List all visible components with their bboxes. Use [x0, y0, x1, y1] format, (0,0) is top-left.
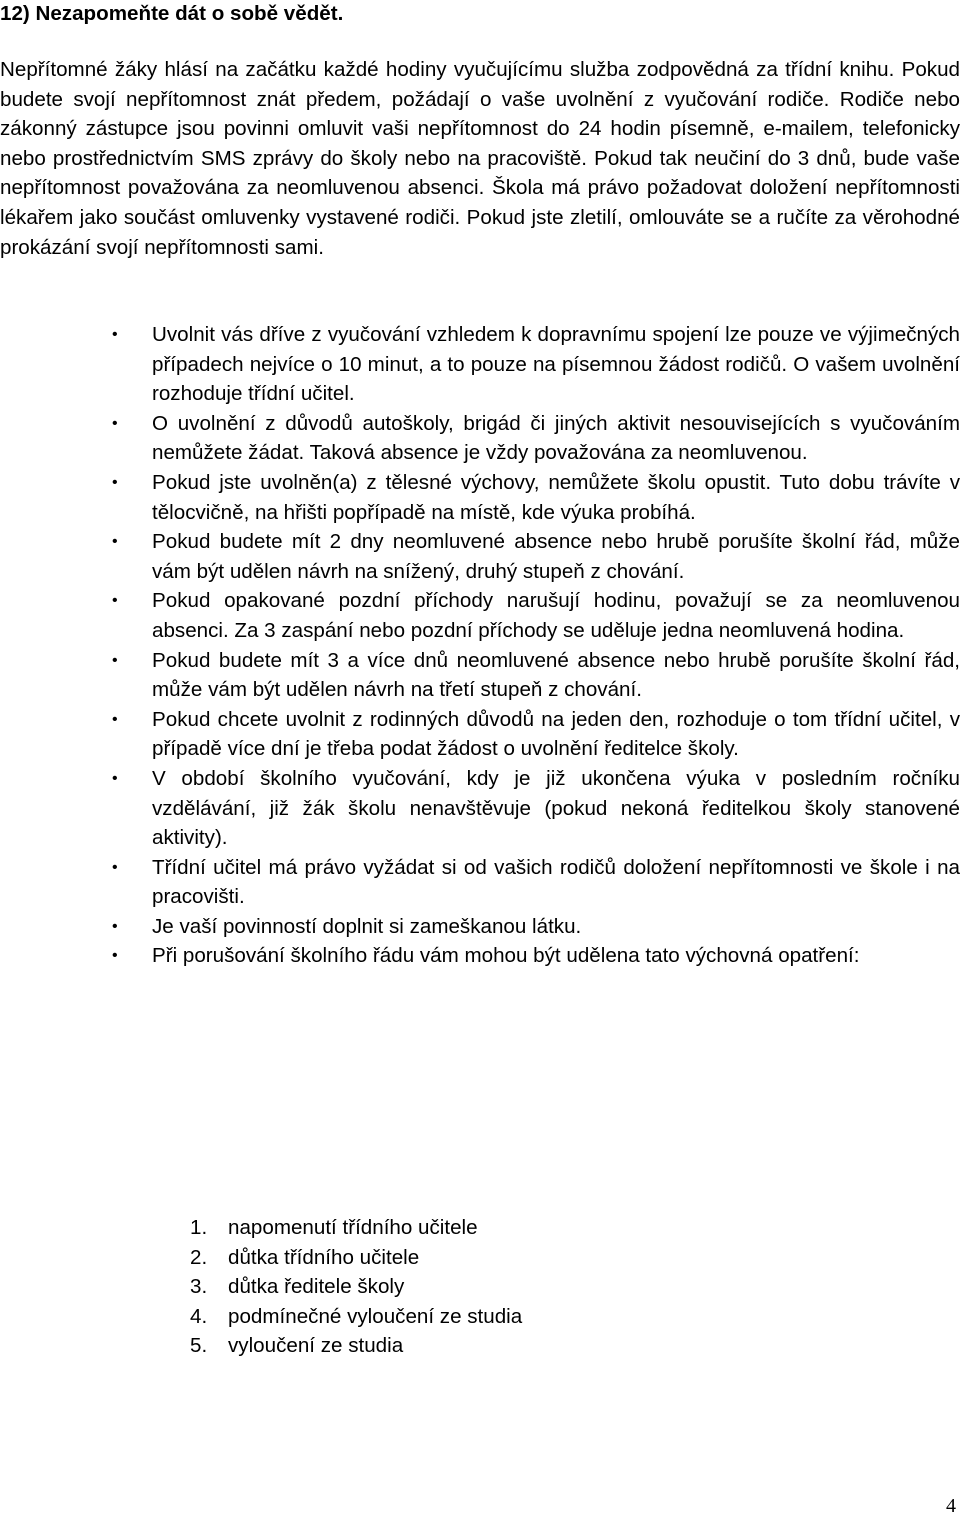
- bullet-item: [0, 586, 960, 645]
- measure-text: důtka ředitele školy: [228, 1275, 405, 1299]
- bullet-text: V období školního vyučování, kdy je již ukončena výuka v posledním ročníku vzdělávání, již žák školu nenavštěvuje (pokud nekoná ředitelkou školy stanovené aktivity).: [152, 766, 960, 850]
- bullet-text: Uvolnit vás dříve z vyučování vzhledem k dopravnímu spojení lze pouze ve výjimečných případech nejvíce o 10 minut, a to pouze na písemnou žádost rodičů. O vašem uvolnění rozhoduje třídní učitel.: [152, 323, 960, 406]
- bullet-text: Pokud jste uvolněn(a) z tělesné výchovy, nemůžete školu opustit. Tuto dobu trávíte v tělocvičně, na hřišti popřípadě na místě, kde výuka probíhá.: [152, 470, 960, 524]
- bullet-item: [0, 912, 960, 942]
- measure-item: [0, 1331, 960, 1361]
- bullet-item: [0, 941, 960, 971]
- rules-bullet-list: [0, 320, 960, 971]
- measure-text: vyloučení ze studia: [228, 1334, 404, 1358]
- bullet-text: Při porušování školního řádu vám mohou být udělena tato výchovná opatření:: [152, 944, 860, 968]
- bullet-item: [0, 527, 960, 586]
- bullet-icon: •: [112, 533, 118, 551]
- bullet-text: Třídní učitel má právo vyžádat si od vašich rodičů doložení nepřítomnosti ve škole i na pracovišti.: [152, 855, 960, 909]
- section-heading: 12) Nezapomeňte dát o sobě vědět.: [0, 2, 344, 25]
- measure-number: 4.: [190, 1304, 208, 1328]
- bullet-text: Pokud budete mít 2 dny neomluvené absence nebo hrubě porušíte školní řád, může vám být udělen návrh na snížený, druhý stupeň z chování.: [152, 530, 960, 583]
- bullet-text: Je vaší povinností doplnit si zameškanou látku.: [152, 914, 582, 938]
- measure-number: 5.: [190, 1334, 208, 1358]
- bullet-item: [0, 646, 960, 705]
- measure-text: podmínečné vyloučení ze studia: [228, 1304, 523, 1328]
- bullet-icon: •: [112, 858, 118, 876]
- page-number: 4: [946, 1495, 956, 1517]
- bullet-icon: •: [112, 651, 118, 669]
- bullet-item: [0, 468, 960, 527]
- bullet-item: [0, 764, 960, 853]
- bullet-item: [0, 705, 960, 764]
- bullet-text: Pokud opakované pozdní příchody narušují hodinu, považují se za neomluvenou absenci. Za 3 zaspání nebo pozdní příchody se uděluje jedna neomluvená hodina.: [152, 589, 960, 642]
- bullet-icon: •: [112, 769, 118, 787]
- measure-number: 3.: [190, 1275, 208, 1299]
- measures-numbered-list: [0, 1213, 960, 1361]
- bullet-text: Pokud chcete uvolnit z rodinných důvodů na jeden den, rozhoduje o tom třídní učitel, v případě více dní je třeba podat žádost o uvolnění ředitelce školy.: [152, 707, 960, 761]
- measure-item: [0, 1272, 960, 1302]
- bullet-icon: •: [112, 414, 118, 432]
- bullet-icon: •: [112, 947, 118, 965]
- measure-item: [0, 1302, 960, 1332]
- bullet-icon: •: [112, 710, 118, 728]
- bullet-item: [0, 409, 960, 468]
- measure-item: [0, 1213, 960, 1243]
- bullet-item: [0, 853, 960, 912]
- bullet-text: O uvolnění z důvodů autoškoly, brigád či jiných aktivit nesouvisejících s vyučováním nemůžete žádat. Taková absence je vždy považována za neomluvenou.: [152, 411, 960, 465]
- bullet-item: [0, 320, 960, 409]
- measure-text: důtka třídního učitele: [228, 1245, 420, 1269]
- intro-paragraph: Nepřítomné žáky hlásí na začátku každé hodiny vyučujícímu služba zodpovědná za třídní knihu. Pokud budete svojí nepřítomnost znát předem, požádají o vaše uvolnění z vyučování rodiče. Rodiče nebo zákonný zástupce jsou povinni omluvit vaši nepřítomnost do 24 hodin písemně, e-mailem, telefonicky nebo prostřednictvím SMS zprávy do školy nebo na pracoviště. Pokud tak neučiní do 3 dnů, bude vaše nepřítomnost považována za neomluvenou absenci. Škola má právo požadovat doložení nepřítomnosti lékařem jako součást omluvenky vystavené rodiči. Pokud jste zletilí, omlouváte se a ručíte za věrohodné prokázání svojí nepřítomnosti sami.: [0, 58, 960, 259]
- bullet-icon: •: [112, 473, 118, 491]
- measure-number: 2.: [190, 1245, 208, 1269]
- bullet-icon: •: [112, 326, 118, 343]
- measure-text: napomenutí třídního učitele: [228, 1216, 478, 1239]
- measure-number: 1.: [190, 1216, 208, 1239]
- bullet-text: Pokud budete mít 3 a více dnů neomluvené absence nebo hrubě porušíte školní řád, může vám být udělen návrh na třetí stupeň z chování.: [152, 648, 960, 702]
- bullet-icon: •: [112, 917, 118, 935]
- bullet-icon: •: [112, 592, 118, 610]
- measure-item: [0, 1243, 960, 1273]
